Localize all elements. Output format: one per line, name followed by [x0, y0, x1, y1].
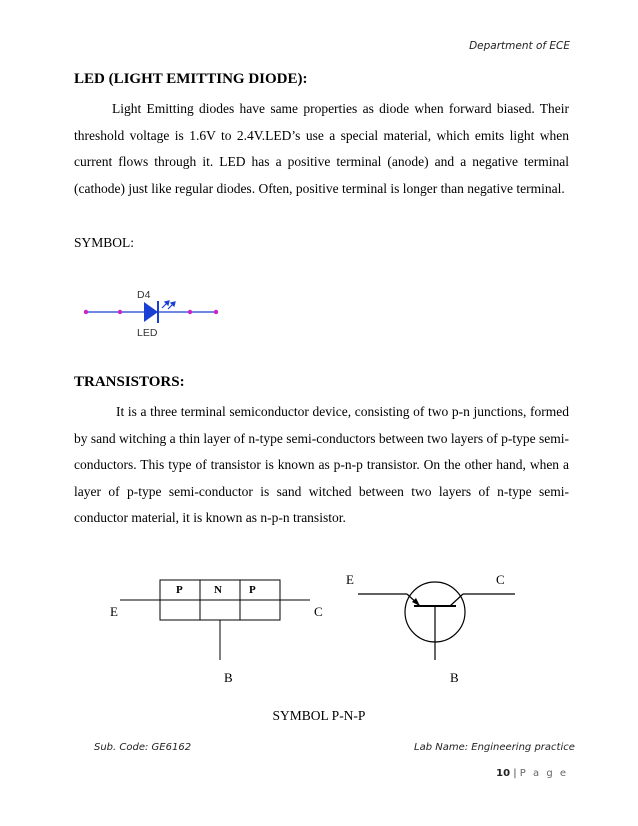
transistors-heading: TRANSISTORS: — [74, 374, 185, 390]
led-node-left-inner — [118, 310, 122, 314]
transistor-collector-leg — [450, 594, 463, 606]
pnp-region-p1: P — [176, 584, 183, 596]
page-number — [496, 768, 568, 779]
led-name-label: LED — [137, 327, 158, 339]
led-node-left-outer — [84, 310, 88, 314]
transistors-paragraph-text: It is a three terminal semiconductor device, consisting of two p-n junctions, formed by sand witching a thin layer of n-type semi-conductors between two layers of p-type semi-conductors. This type of transistor is known as p-n-p transistor. On the other hand, when a layer of p-type semi-conductor is sand witched between two layers of n-type semi-conductor material, it is known as n-p-n transistor. — [74, 404, 569, 525]
pnp-block-collector-label: C — [314, 604, 323, 619]
led-ref-label: D4 — [137, 289, 151, 301]
footer-lab-name: Lab Name: Engineering practice — [414, 742, 575, 753]
led-paragraph-text: Light Emitting diodes have same properties as diode when forward biased. Their threshold voltage is 1.6V to 2.4V.LED’s use a special material, which emits light when current flows through it. LED has a positive terminal (anode) and a negative terminal (cathode) just like regular diodes. Often, positive terminal is longer than negative terminal. — [74, 101, 569, 196]
pnp-region-n: N — [214, 584, 222, 596]
pnp-caption: SYMBOL P-N-P — [272, 708, 366, 723]
pnp-region-p2: P — [249, 584, 256, 596]
page-number-value: 10 — [496, 768, 511, 779]
transistors-paragraph — [74, 399, 569, 532]
pnp-block-emitter-label: E — [110, 604, 118, 619]
led-symbol-diagram — [74, 282, 234, 342]
page-word: P a g e — [519, 768, 568, 779]
transistor-emitter-label: E — [346, 572, 354, 587]
led-node-right-outer — [214, 310, 218, 314]
led-light-arrows-icon — [162, 301, 175, 309]
led-anode-triangle — [144, 302, 158, 322]
page-number-separator: | — [513, 768, 517, 779]
led-node-right-inner — [188, 310, 192, 314]
transistor-base-label: B — [450, 670, 459, 685]
footer-sub-code: Sub. Code: GE6162 — [94, 742, 192, 753]
transistor-collector-label: C — [496, 572, 505, 587]
led-heading: LED (LIGHT EMITTING DIODE): — [74, 71, 308, 87]
department-header: Department of ECE — [469, 40, 570, 52]
led-paragraph — [74, 96, 569, 202]
pnp-block-base-label: B — [224, 670, 233, 685]
led-symbol-heading: SYMBOL: — [74, 235, 135, 250]
